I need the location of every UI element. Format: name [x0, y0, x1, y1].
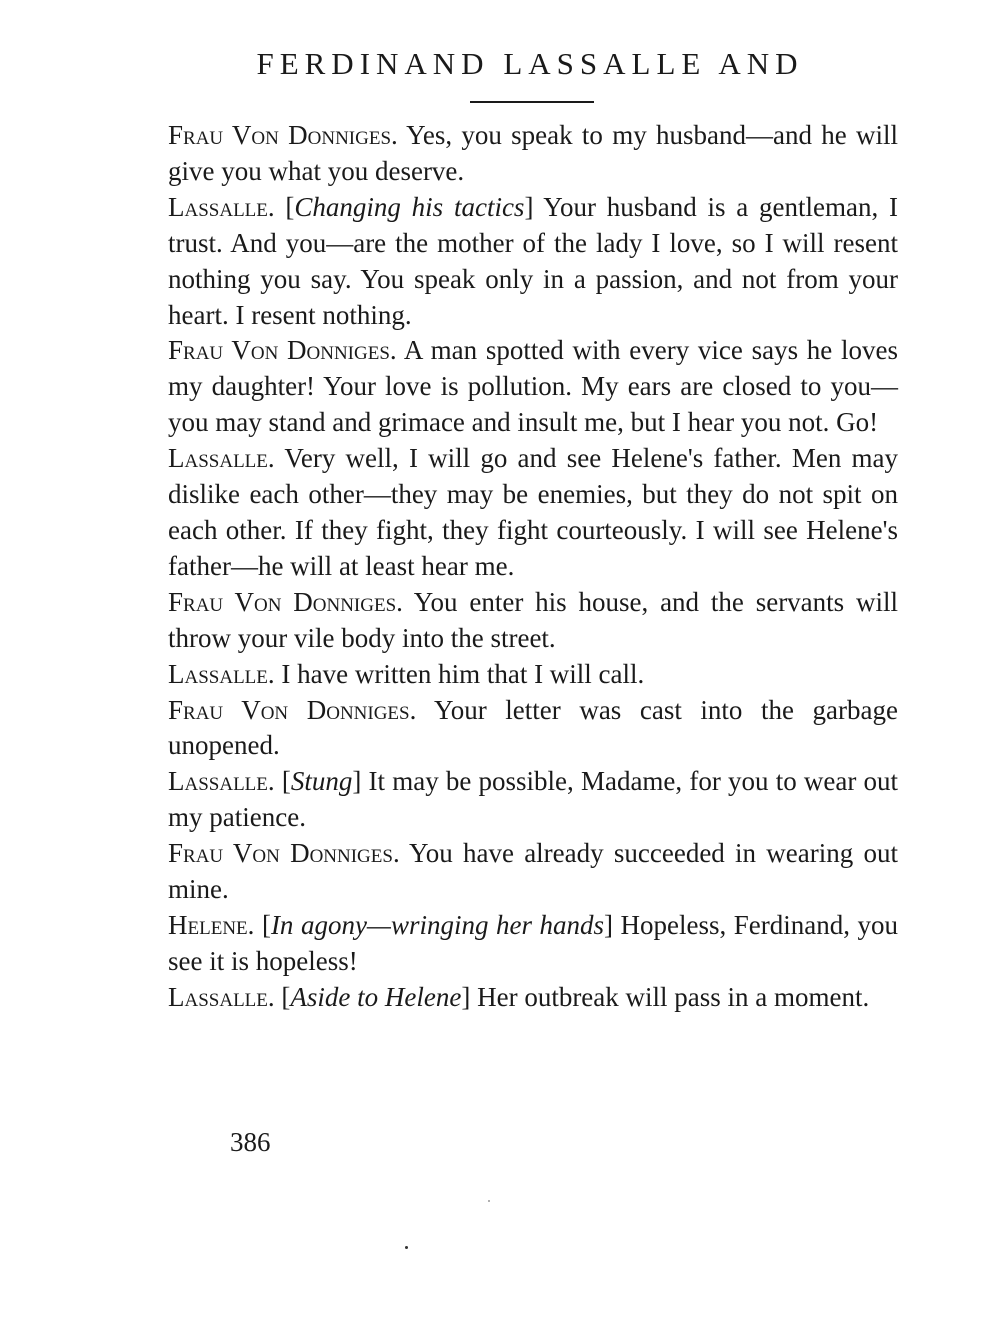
- speaker-name: Frau Von Donniges.: [168, 838, 400, 869]
- speaker-name: Frau Von Donniges.: [168, 694, 417, 725]
- direction-close-bracket: ]: [524, 191, 534, 222]
- speech-text: It may be possible, Madame, for you to wear out my patience.: [168, 766, 899, 833]
- speech-text: Yes, you speak to my husband—and he will give you what you deserve.: [168, 120, 898, 186]
- speech-text: A man spotted with every vice says he loves my daughter! Your love is pollution. My ears are closed to you—you may stand and grimace and insult me, but I hear you not. Go!: [168, 335, 898, 438]
- speaker-name: Helene.: [168, 909, 255, 940]
- direction-open-bracket: [: [285, 191, 295, 222]
- speech-1: [168, 118, 898, 190]
- direction-open-bracket: [: [261, 909, 271, 940]
- speech-text: Your husband is a gentleman, I trust. And you—are the mother of the lady I love, so I will resent nothing you say. You speak only in a passion, and not from your heart. I resent nothing.: [168, 191, 898, 330]
- speech-text: Your letter was cast into the garbage unopened.: [168, 694, 899, 761]
- speech-10: [168, 908, 898, 980]
- speech-9: [168, 836, 898, 908]
- speaker-name: Lassalle.: [168, 191, 275, 222]
- speaker-name: Lassalle.: [168, 981, 275, 1012]
- page-number: 386: [230, 1127, 271, 1157]
- running-head: FERDINAND LASSALLE AND: [256, 46, 804, 81]
- speech-text: You enter his house, and the servants will throw your vile body into the street.: [168, 586, 899, 653]
- speech-3: [168, 333, 898, 441]
- speaker-name: Frau Von Donniges.: [168, 335, 397, 366]
- direction-close-bracket: ]: [352, 766, 362, 797]
- ink-speck: [488, 1200, 490, 1202]
- speech-7: [168, 693, 898, 765]
- ink-speck: [405, 1246, 408, 1249]
- speaker-name: Frau Von Donniges.: [168, 586, 403, 617]
- stage-direction: Changing his tactics: [294, 191, 525, 222]
- direction-close-bracket: ]: [604, 909, 613, 940]
- speech-2: [168, 190, 898, 334]
- speech-5: [168, 585, 898, 657]
- direction-open-bracket: [: [281, 981, 291, 1012]
- speech-text: Her outbreak will pass in a moment.: [477, 981, 870, 1012]
- head-rule: [470, 101, 594, 103]
- stage-direction: Stung: [290, 766, 353, 797]
- direction-close-bracket: ]: [461, 981, 471, 1012]
- dialogue-text: [168, 118, 898, 1016]
- speech-text: I have written him that I will call.: [281, 658, 645, 689]
- speaker-name: Frau Von Donniges.: [168, 120, 398, 150]
- direction-open-bracket: [: [281, 766, 291, 797]
- speech-text: Very well, I will go and see Helene's father. Men may dislike each other—they may be enemies, but they do not spit on each other. If they fight, they fight courteously. I will see Helene's father—he will at least hear me.: [168, 443, 899, 581]
- speech-11: [168, 980, 898, 1016]
- stage-direction: Aside to Helene: [290, 981, 462, 1012]
- stage-direction: In agony—wringing her hands: [270, 909, 604, 940]
- speaker-name: Lassalle.: [168, 766, 275, 797]
- speech-4: [168, 441, 898, 585]
- speech-6: [168, 657, 898, 693]
- speaker-name: Lassalle.: [168, 443, 275, 474]
- speech-text: Hopeless, Ferdinand, you see it is hopeless!: [168, 909, 899, 976]
- speaker-name: Lassalle.: [168, 658, 275, 689]
- speech-text: You have already succeeded in wearing out mine.: [168, 838, 898, 905]
- speech-8: [168, 764, 898, 836]
